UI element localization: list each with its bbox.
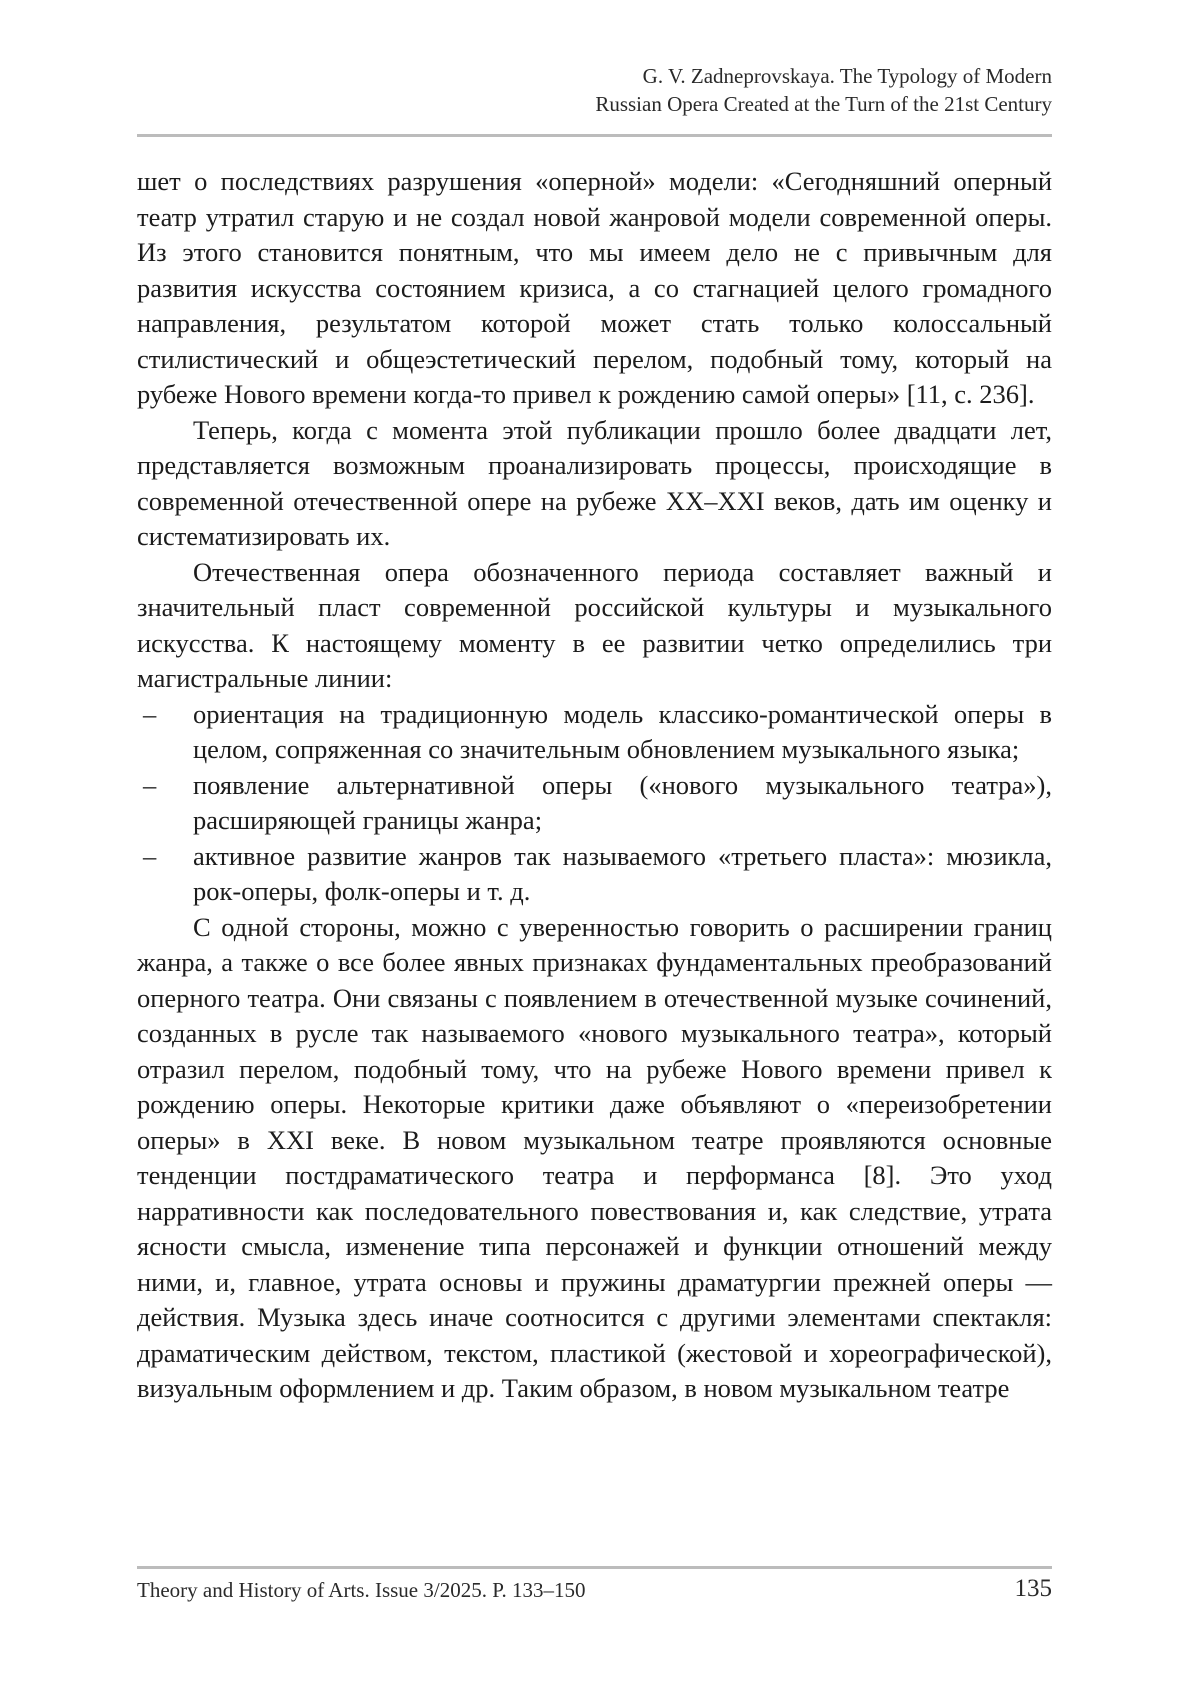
dash-bullet: –	[143, 840, 157, 871]
list-item	[137, 839, 1052, 910]
paragraph-4: С одной стороны, можно с уверенностью говорить о расширении границ жанра, а также о все более явных признаках фундаментальных преобразований оперного театра. Они связаны с появлением в отечественной музыке сочинений, созданных в русле так называемого «нового музыкального театра», который отразил перелом, подобный тому, что на рубеже Нового времени привел к рождению оперы. Некоторые критики даже объявляют о «переизобретении оперы» в XXI веке. В новом музыкальном театре проявляются основные тенденции постдраматического театра и перформанса [8]. Это уход нарративности как последовательного повествования и, как следствие, утрата ясности смысла, изменение типа персонажей и функции отношений между ними, и, главное, утрата основы и пружины драматургии прежней оперы — действия. Музыка здесь иначе соотносится с другими элементами спектакля: драматическим действом, текстом, пластикой (жестовой и хореографической), визуальным оформлением и др. Таким образом, в новом музыкальном театре	[137, 911, 1052, 1403]
running-head-line-2: Russian Opera Created at the Turn of the 21st Century	[595, 92, 1052, 116]
dash-bullet: –	[143, 769, 157, 800]
list-item-text: активное развитие жанров так называемого «третьего пласта»: мюзикла, рок-оперы, фолк-оперы и т. д.	[193, 840, 1052, 906]
footer-divider	[137, 1566, 1052, 1569]
list-item	[137, 768, 1052, 839]
article-body	[137, 164, 1052, 1407]
header-divider	[137, 134, 1052, 137]
paragraph-3: Отечественная опера обозначенного периода составляет важный и значительный пласт современной российской культуры и музыкального искусства. К настоящему моменту в ее развитии четко определились три магистральные линии:	[137, 556, 1052, 693]
list-item-text: появление альтернативной оперы («нового музыкального театра»), расширяющей границы жанра;	[193, 769, 1052, 835]
dash-bullet: –	[143, 698, 157, 729]
running-head-line-1: G. V. Zadneprovskaya. The Typology of Modern	[642, 64, 1052, 88]
paragraph-2: Теперь, когда с момента этой публикации прошло более двадцати лет, представляется возможным проанализировать процессы, происходящие в современной отечественной опере на рубеже XX–XXI веков, дать им оценку и систематизировать их.	[137, 414, 1052, 551]
list-item-text: ориентация на традиционную модель классико-романтической оперы в целом, сопряженная со значительным обновлением музыкального языка;	[193, 698, 1052, 764]
main-lines-list	[137, 697, 1052, 910]
footer-journal: Theory and History of Arts. Issue 3/2025. P. 133–150	[137, 1578, 586, 1602]
paragraph-1: шет о последствиях разрушения «оперной» модели: «Сегодняшний оперный театр утратил старую и не создал новой жанровой модели современной оперы. Из этого становится понятным, что мы имеем дело не с привычным для развития искусства состоянием кризиса, а со стагнацией целого громадного направления, результатом которой может стать только колоссальный стилистический и общеэстетический перелом, подобный тому, который на рубеже Нового времени когда-то привел к рождению самой оперы» [11, с. 236].	[137, 166, 1052, 409]
page-number: 135	[1014, 1575, 1052, 1602]
list-item	[137, 697, 1052, 768]
running-head	[352, 62, 1052, 118]
